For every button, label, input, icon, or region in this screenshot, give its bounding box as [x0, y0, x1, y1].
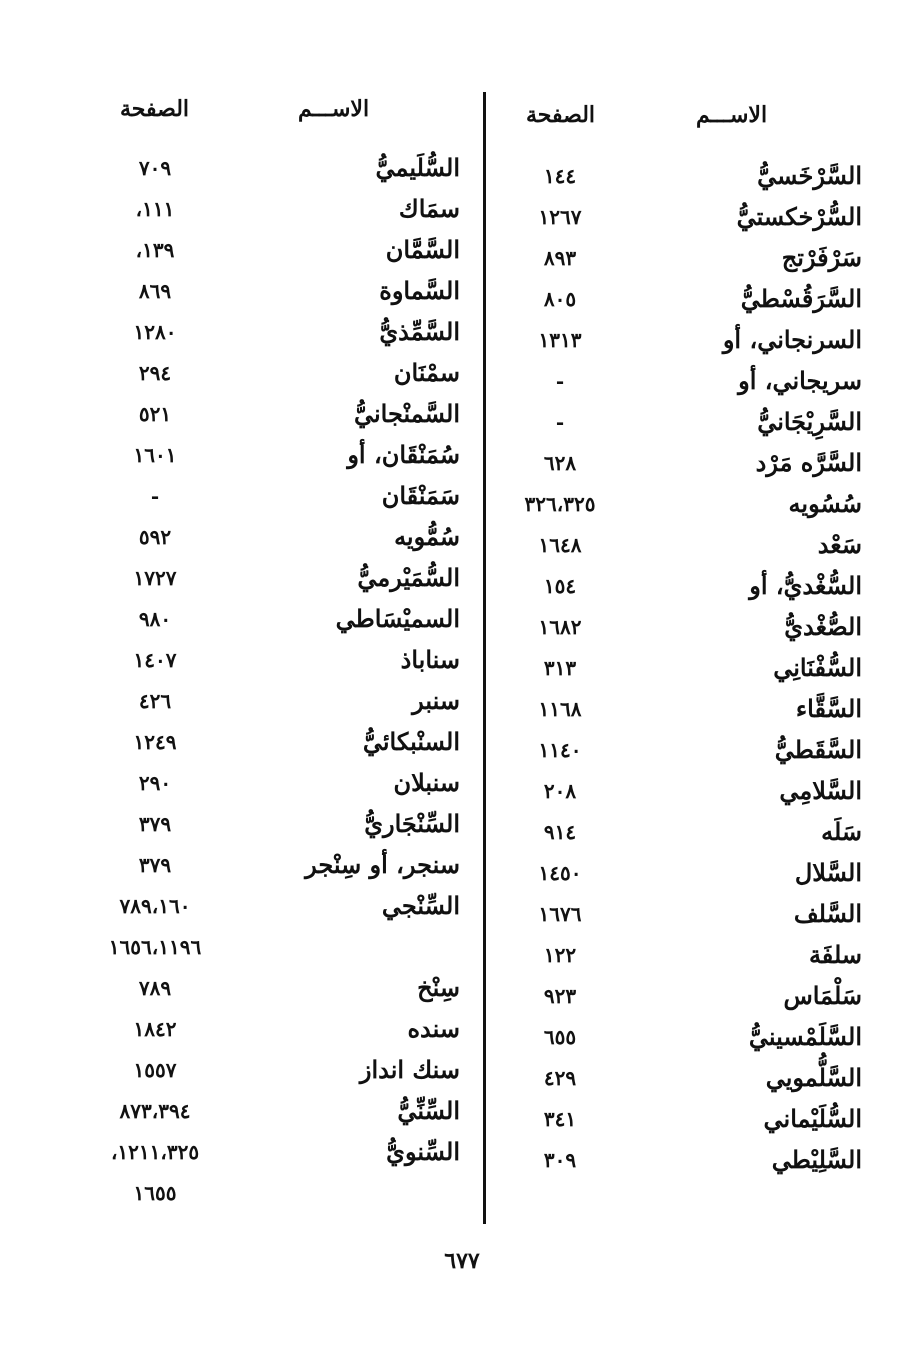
entry-page: -: [150, 484, 160, 508]
entry-page: ٩٢٣: [543, 984, 577, 1008]
entry-page: ١١٤٠: [538, 738, 582, 762]
entry-name: سَمَنْقَان: [381, 481, 460, 510]
index-entry: [60, 763, 470, 803]
entry-page: -: [555, 410, 565, 434]
index-entry: [500, 894, 870, 934]
index-entry: [500, 648, 870, 688]
index-entry: [60, 558, 470, 598]
index-entry: [500, 566, 870, 606]
index-entry: [500, 935, 870, 975]
entry-page: ١٢١١،٣٢٥،: [110, 1140, 200, 1164]
entry-page: ٣٤١: [543, 1107, 577, 1131]
left-name-header: الاســـم: [298, 96, 370, 122]
entry-name: السَّماوة: [379, 276, 460, 305]
entry-name: السُّرْخكستيُّ: [736, 202, 862, 231]
index-entry: [60, 1132, 470, 1172]
entry-page: ١٦٥٦،١١٩٦: [108, 935, 202, 959]
entry-page: ٣٠٩: [543, 1148, 577, 1172]
index-entry: [500, 1058, 870, 1098]
entry-page: ٨٧٣،٣٩٤: [119, 1099, 191, 1123]
entry-name: سنك انداز: [359, 1055, 460, 1084]
index-entry: [60, 271, 470, 311]
index-entry: [500, 853, 870, 893]
entry-page: ٩٨٠: [138, 607, 172, 631]
entry-page: ١٣١٣: [538, 328, 582, 352]
entry-name: السَّلِيْطي: [771, 1145, 862, 1174]
index-entry: [60, 640, 470, 680]
index-entry: [500, 484, 870, 524]
index-entry: [60, 1173, 470, 1213]
index-entry: [60, 845, 470, 885]
entry-name: سَرْفَرْتج: [781, 243, 862, 272]
entry-page: ٣١٣: [543, 656, 577, 680]
entry-page: ١١٦٨: [538, 697, 582, 721]
entry-name: السُّفْنَانِي: [773, 653, 862, 682]
index-entry: [60, 230, 470, 270]
entry-name: سَلَه: [821, 817, 862, 846]
index-entry: [500, 1099, 870, 1139]
index-entry: [60, 886, 470, 926]
index-entry: [500, 238, 870, 278]
index-entry: [60, 968, 470, 1008]
index-entry: [60, 681, 470, 721]
index-entry: [500, 812, 870, 852]
index-entry: [500, 607, 870, 647]
entry-name: السَّمَّان: [385, 235, 460, 264]
entry-name: سناباذ: [400, 645, 460, 674]
entry-name: السَّرْخَسيُّ: [757, 161, 862, 190]
index-entry: [500, 156, 870, 196]
index-entry: [60, 189, 470, 229]
entry-page: ١٦٤٨: [538, 533, 582, 557]
entry-page: ١٦٧٦: [538, 902, 582, 926]
entry-page: ٤٢٩: [543, 1066, 577, 1090]
entry-page: ٣٧٩: [138, 812, 172, 836]
entry-name: السِّنْجَاريُّ: [364, 809, 460, 838]
entry-name: الصُّغْديُّ: [784, 612, 862, 641]
entry-name: السِّنويُّ: [386, 1137, 460, 1166]
entry-page: ٣٢٦،٣٢٥: [524, 492, 596, 516]
entry-page: ١٧٢٧: [133, 566, 177, 590]
entry-name: السُّغْديُّ، أو: [749, 571, 862, 600]
column-divider: [483, 92, 486, 1224]
entry-page: ١٢٢: [543, 943, 577, 967]
entry-name: السرنجاني، أو: [722, 325, 862, 354]
entry-name: السميْسَاطي: [335, 604, 460, 633]
index-entry: [60, 927, 470, 967]
entry-name: سُمُّويه: [394, 522, 460, 551]
entry-page: ١٢٦٧: [538, 205, 582, 229]
entry-name: السنْبكائيُّ: [362, 727, 460, 756]
entry-page: ٢٩٤: [138, 361, 172, 385]
entry-page: ٨٩٣: [543, 246, 577, 270]
index-entry: [500, 402, 870, 442]
entry-name: سُسُويه: [788, 489, 862, 518]
entry-name: سَلْمَاس: [783, 981, 862, 1010]
entry-name: السَّرَّه مَرْد: [755, 448, 862, 477]
index-entry: [60, 1091, 470, 1131]
index-entry: [500, 1017, 870, 1057]
entry-page: ٣٧٩: [138, 853, 172, 877]
index-entry: [60, 722, 470, 762]
entry-page: ١٥٤: [543, 574, 577, 598]
index-entry: [60, 1050, 470, 1090]
index-entry: [60, 476, 470, 516]
entry-page: ١٤٥٠: [538, 861, 582, 885]
index-entry: [60, 435, 470, 475]
index-entry: [500, 320, 870, 360]
index-entry: [60, 599, 470, 639]
entry-name: سمَاك: [398, 194, 460, 223]
entry-page: ١٥٥٧: [133, 1058, 177, 1082]
index-entry: [500, 279, 870, 319]
index-entry: [60, 148, 470, 188]
entry-page: ٧٨٩: [138, 976, 172, 1000]
entry-name: السَّمِّذيُّ: [379, 317, 460, 346]
entry-name: سنجر، أو سِنْجر: [305, 850, 460, 879]
entry-page: ١٦٠١: [133, 443, 177, 467]
entry-name: سريجاني، أو: [738, 366, 862, 395]
entry-page: ٥٩٢: [138, 525, 172, 549]
entry-name: السَّقَطيُّ: [774, 735, 862, 764]
entry-name: السُّلَيْماني: [763, 1104, 862, 1133]
index-entry: [60, 1009, 470, 1049]
entry-page: ١٣٩،: [135, 238, 175, 262]
index-entry: [60, 804, 470, 844]
index-entry: [500, 361, 870, 401]
entry-name: سنده: [407, 1014, 460, 1043]
index-entry: [60, 394, 470, 434]
entry-page: -: [555, 369, 565, 393]
entry-name: سُمَنْقَان، أو: [347, 440, 460, 469]
entry-name: السِّنِّيُّ: [397, 1096, 460, 1125]
entry-page: ١٢٨٠: [133, 320, 177, 344]
index-entry: [500, 525, 870, 565]
entry-name: السَّقَّاء: [795, 694, 862, 723]
entry-page: ٤٢٦: [138, 689, 172, 713]
entry-name: سمْنَان: [393, 358, 460, 387]
index-entry: [500, 689, 870, 729]
entry-name: السَّرَقُسْطيُّ: [740, 284, 862, 313]
entry-page: ٢٩٠: [138, 771, 172, 795]
index-entry: [500, 976, 870, 1016]
index-entry: [60, 517, 470, 557]
entry-name: السَّرِيْجَانيُّ: [757, 407, 862, 436]
entry-name: سلفَة: [808, 940, 862, 969]
left-page-header: الصفحة: [120, 96, 190, 122]
entry-page: ٧٠٩: [138, 156, 172, 180]
entry-page: ١٤٤: [543, 164, 577, 188]
entry-name: سنبر: [412, 686, 460, 715]
index-entry: [500, 1140, 870, 1180]
index-entry: [60, 353, 470, 393]
entry-page: ٨٠٥: [543, 287, 577, 311]
entry-name: السِّنْجي: [381, 891, 460, 920]
entry-page: ١٦٥٥: [133, 1181, 177, 1205]
index-entry: [60, 312, 470, 352]
entry-page: ١٢٤٩: [133, 730, 177, 754]
entry-page: ١١١،: [135, 197, 175, 221]
entry-page: ٩١٤: [543, 820, 577, 844]
entry-name: السُّمَيْرميُّ: [357, 563, 460, 592]
right-page-header: الصفحة: [526, 102, 596, 128]
entry-name: السُّلَيميُّ: [375, 153, 460, 182]
entry-page: ٨٦٩: [138, 279, 172, 303]
entry-page: ١٨٤٢: [133, 1017, 177, 1041]
entry-page: ١٤٠٧: [133, 648, 177, 672]
entry-name: السَّلَمْسينيُّ: [748, 1022, 862, 1051]
entry-page: ٥٢١: [138, 402, 172, 426]
entry-page: ٧٨٩،١٦٠: [119, 894, 191, 918]
index-entry: [500, 197, 870, 237]
entry-name: السَّمنْجانيُّ: [354, 399, 460, 428]
entry-name: السَّلُّمويي: [765, 1063, 862, 1092]
index-entry: [500, 443, 870, 483]
entry-name: السَّلال: [794, 858, 862, 887]
entry-page: ٦٢٨: [543, 451, 577, 475]
page-number: ٦٧٧: [444, 1248, 480, 1274]
entry-page: ١٦٨٢: [538, 615, 582, 639]
entry-name: سِنْخ: [417, 973, 460, 1002]
right-name-header: الاســـم: [696, 102, 768, 128]
entry-page: ٦٥٥: [543, 1025, 577, 1049]
index-entry: [500, 771, 870, 811]
entry-name: السَّلف: [793, 899, 862, 928]
entry-page: ٢٠٨: [543, 779, 577, 803]
index-entry: [500, 730, 870, 770]
entry-name: سَعْد: [817, 530, 862, 559]
entry-name: سنبلان: [393, 768, 460, 797]
entry-name: السَّلامِي: [779, 776, 862, 805]
